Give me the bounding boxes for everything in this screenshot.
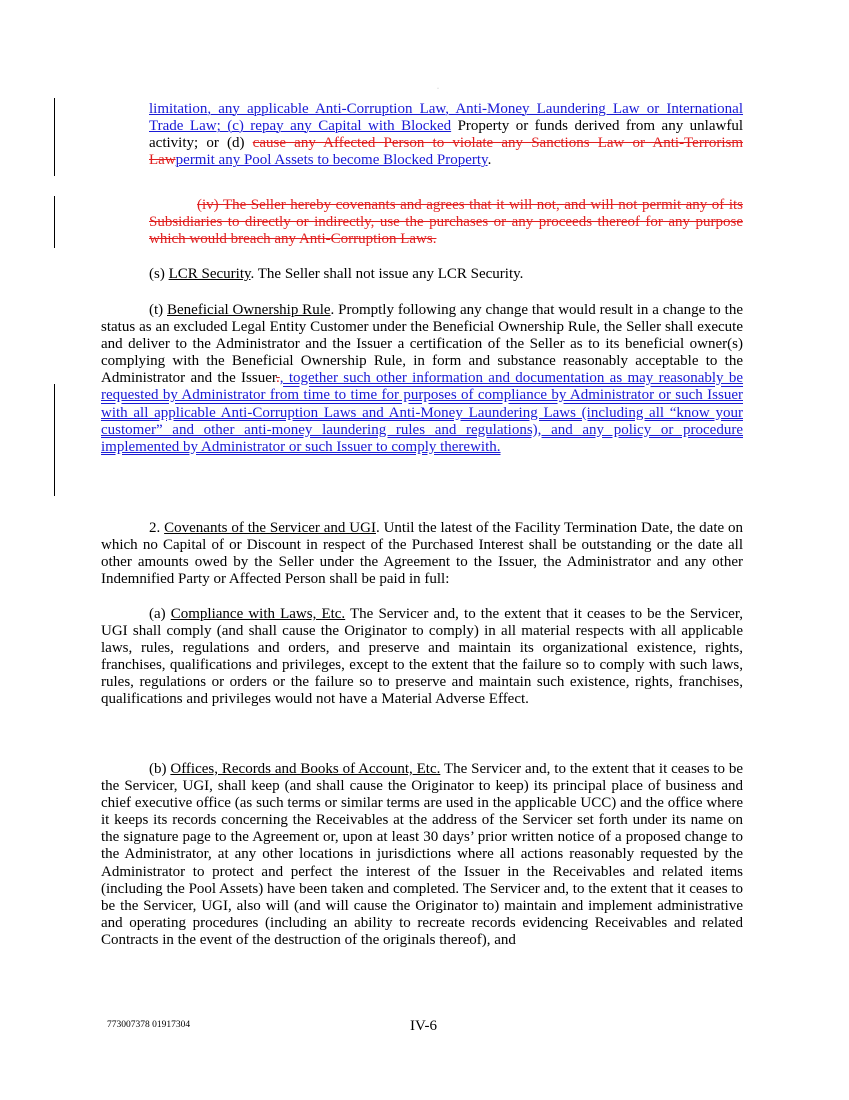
body-text: . Promptly following any change that would result in a change to the status as an excluded Legal Entity Customer under the Beneficial Ownership Rule, the Seller shall execute and deliver to the Administrator and the Issuer a certification of the Seller as to its beneficial owner(s) complying with the Beneficial Ownership Rule, in form and substance reasonably acceptable to the Administrator and the Issuer [101,302,743,387]
paragraph-a-compliance [101,606,743,709]
paragraph-t-beneficial-ownership [101,302,743,456]
section-heading: Offices, Records and Books of Account, Etc. [170,761,441,777]
section-number: (a) [149,606,171,622]
body-text: The Servicer and, to the extent that it ceases to be the Servicer, UGI shall comply (and shall cause the Originator to comply) in all material respects with all applicable laws, rules, regulations and orders, and preserve and maintain its organizational existence, rights, franchises, qualifications and privileges, except to the extent that the failure so to comply with such laws, rules, regulations or orders or the failure so to preserve and maintain such existence, rights, franchises, qualifications and privileges would not have a Material Adverse Effect. [101,606,743,708]
body-text: . [487,152,492,169]
inserted-text: permit any Pool Assets to become Blocked Property [175,152,488,169]
deleted-text: cause any Affected Person to violate any Sanctions Law or Anti-Terrorism Law [149,135,743,169]
body-text: . Until the latest of the Facility Termination Date, the date on which no Capital of or Discount in respect of the Purchased Interest shall be outstanding or the date all other amounts owed by the Seller under the Agreement to the Issuer, the Administrator and any other Indemnified Party or Affected Person shall be paid in full: [101,520,744,588]
paragraph-b-offices-records [101,761,743,949]
deleted-text: (iv) The Seller hereby covenants and agrees that it will not, and will not permit any of its Subsidiaries to directly or indirectly, use the purchases or any proceeds thereof for any purpose which would breach any Anti-Corruption Laws. [149,197,743,248]
section-number: 2. [149,520,165,536]
paragraph-iv-deleted [149,197,743,248]
section-number: (s) [149,266,169,282]
change-bar [54,384,55,496]
document-id: 773007378 01917304 [107,1020,191,1030]
body-text: Property or funds derived from any unlawful activity; or (d) [149,118,743,152]
section-heading: Compliance with Laws, Etc. [170,606,346,622]
section-heading: LCR Security [168,266,251,282]
paragraph-continuation [149,101,743,169]
inserted-text: , together such other information and documentation as may reasonably be requested by Administrator from time to time for purposes of compliance by Administrator or such Issuer with all applicable Anti-Corruption Laws and Anti-Money Laundering Laws (including all “know your customer” and other anti-money laundering rules and regulations), and any policy or procedure implemented by Administrator or such Issuer to comply therewith. [101,370,744,455]
section-heading: Beneficial Ownership Rule [167,302,331,318]
section-number: (t) [149,302,168,318]
inserted-text: limitation, any applicable Anti-Corruption Law, Anti-Money Laundering Law or International Trade Law; (c) repay any Capital with Blocked [149,101,743,135]
body-text: . The Seller shall not issue any LCR Security. [250,266,524,282]
section-number: (b) [149,761,171,777]
page-number: IV-6 [410,1018,437,1034]
scan-mark: · [437,86,439,92]
body-text: The Servicer and, to the extent that it ceases to be the Servicer, UGI, shall keep (and shall cause the Originator to keep) its principal place of business and chief executive office (as such terms or similar terms are used in the applicable UCC) and the office where it keeps its records concerning the Receivables at the address of the Servicer set forth under its name on the signature page to the Agreement or, upon at least 30 days’ prior written notice of a proposed change to the Administrator, at any other locations in jurisdictions where all actions reasonably requested by the Administrator to protect and perfect the interest of the Issuer in the Receivables and related items (including the Pool Assets) have been taken and completed. The Servicer and, to the extent that it ceases to be the Servicer, UGI, also will (and will cause the Originator to) maintain and implement administrative and operating procedures (including an ability to recreate records evidencing Receivables and related Contracts in the event of the destruction of the originals thereof), and [101,761,743,948]
deleted-text: . [276,370,280,387]
change-bar [54,196,55,248]
paragraph-2-covenants [101,520,743,588]
paragraph-s-lcr-security [101,266,743,283]
change-bar [54,98,55,176]
section-heading: Covenants of the Servicer and UGI [164,520,376,536]
